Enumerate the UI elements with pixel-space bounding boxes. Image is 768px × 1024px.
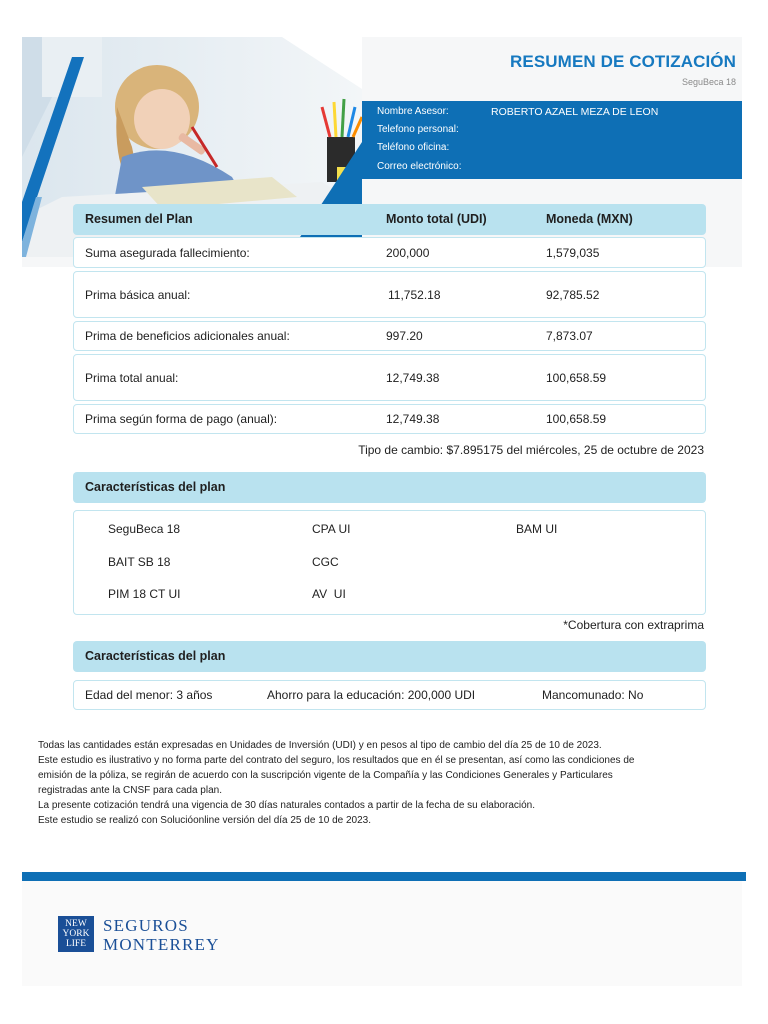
- personal-phone-label: Telefono personal:: [377, 124, 459, 135]
- advisor-name-value: ROBERTO AZAEL MEZA DE LEON: [491, 106, 659, 118]
- row-udi: 12,749.38: [386, 412, 440, 426]
- row-label: Prima básica anual:: [85, 287, 191, 302]
- row-mxn: 100,658.59: [546, 412, 607, 426]
- row-udi: 11,752.18: [388, 287, 441, 302]
- footer-divider: [22, 872, 746, 881]
- row-udi: 997.20: [386, 329, 423, 343]
- table-row: [73, 354, 706, 401]
- feature-item: BAIT SB 18: [108, 555, 171, 569]
- note-line: Todas las cantidades están expresadas en Unidades de Inversión (UDI) y en pesos al tipo de cambio del día 25 de 10 de 2023.: [38, 740, 602, 751]
- summary-header-udi: Monto total (UDI): [386, 212, 487, 226]
- note-line: Este estudio es ilustrativo y no forma parte del contrato del seguro, los resultados que en él se presentan, así como las condiciones de: [38, 755, 635, 766]
- child-age: Edad del menor: 3 años: [85, 688, 213, 702]
- details-row: [73, 680, 706, 710]
- row-mxn: 7,873.07: [546, 329, 593, 343]
- table-row: [73, 237, 706, 268]
- email-label: Correo electrónico:: [377, 161, 462, 172]
- feature-item: PIM 18 CT UI: [108, 587, 181, 601]
- features-header-label: Características del plan: [85, 480, 226, 494]
- feature-item: AV UI: [312, 587, 346, 601]
- row-udi: 12,749.38: [386, 370, 440, 385]
- table-row: [73, 271, 706, 318]
- summary-header-row: [73, 204, 706, 235]
- row-udi: 200,000: [386, 245, 430, 260]
- table-row: [73, 404, 706, 434]
- details-header: [73, 641, 706, 672]
- office-phone-label: Teléfono oficina:: [377, 142, 450, 153]
- summary-header-plan: Resumen del Plan: [85, 212, 193, 226]
- exchange-rate: Tipo de cambio: $7.895175 del miércoles, 25 de octubre de 2023: [358, 443, 704, 457]
- seguros-monterrey-logo-text: [103, 916, 220, 954]
- note-line: Este estudio se realizó con Solucióonline versión del día 25 de 10 de 2023.: [38, 815, 372, 826]
- joint-policy: Mancomunado: No: [542, 688, 644, 702]
- legal-notes: [38, 738, 728, 828]
- feature-item: BAM UI: [516, 522, 558, 536]
- extra-premium-note: *Cobertura con extraprima: [563, 618, 704, 632]
- row-mxn: 100,658.59: [546, 370, 607, 385]
- logo-mark-line: NEW: [65, 919, 87, 929]
- note-line: registradas ante la CNSF para cada plan.: [38, 785, 222, 796]
- feature-item: CPA UI: [312, 522, 351, 536]
- note-line: La presente cotización tendrá una vigencia de 30 días naturales contados a partir de la fecha de su elaboración.: [38, 800, 535, 811]
- summary-header-mxn: Moneda (MXN): [546, 212, 633, 226]
- features-header: [73, 472, 706, 503]
- row-mxn: 1,579,035: [546, 245, 600, 260]
- row-label: Prima según forma de pago (anual):: [85, 412, 278, 426]
- new-york-life-logo: [58, 916, 94, 952]
- feature-item: SeguBeca 18: [108, 522, 181, 536]
- row-mxn: 92,785.52: [546, 287, 600, 302]
- logo-text-line: SEGUROS: [103, 916, 189, 935]
- logo-text-line: MONTERREY: [103, 935, 220, 954]
- page-title: RESUMEN DE COTIZACIÓN: [510, 52, 736, 71]
- row-label: Suma asegurada fallecimiento:: [85, 245, 250, 260]
- note-line: emisión de la póliza, se regirán de acuerdo con la suscripción vigente de la Compañía y las Condiciones Generales y Particulares: [38, 770, 613, 781]
- details-header-label: Características del plan: [85, 649, 226, 663]
- logo-mark-line: LIFE: [65, 939, 87, 949]
- table-row: [73, 321, 706, 351]
- features-box: [73, 510, 706, 615]
- row-label: Prima total anual:: [85, 370, 179, 385]
- row-label: Prima de beneficios adicionales anual:: [85, 329, 290, 343]
- feature-item: CGC: [312, 555, 339, 569]
- logo-mark-line: YORK: [62, 929, 90, 939]
- plan-subtitle: SeguBeca 18: [681, 77, 736, 87]
- education-savings: Ahorro para la educación: 200,000 UDI: [267, 688, 476, 702]
- advisor-name-label: Nombre Asesor:: [377, 106, 449, 117]
